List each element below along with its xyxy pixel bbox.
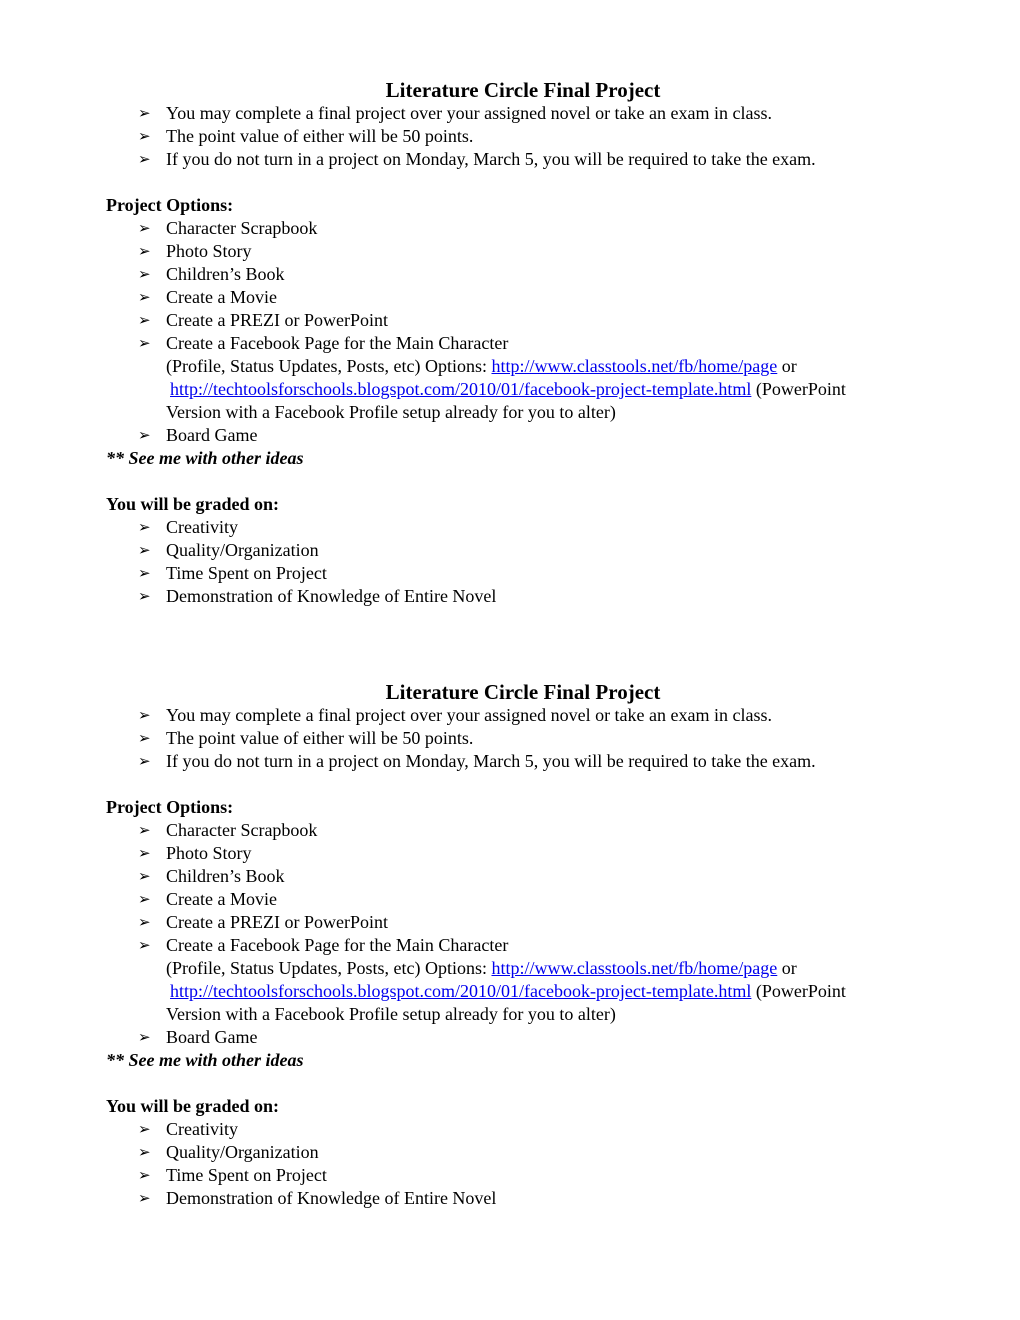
facebook-version-note: Version with a Facebook Profile setup already for you to alter) [166, 1004, 616, 1024]
arrow-bullet-icon: ➢ [138, 334, 151, 352]
list-item: ➢ Demonstration of Knowledge of Entire Novel [138, 586, 497, 606]
arrow-bullet-icon: ➢ [138, 426, 151, 444]
facebook-template-line: http://techtoolsforschools.blogspot.com/2010/01/facebook-project-template.html (PowerPoint [106, 378, 936, 401]
page-title: Literature Circle Final Project [385, 78, 661, 102]
list-item: ➢ Quality/Organization [138, 540, 319, 560]
list-item: ➢ The point value of either will be 50 points. [138, 126, 474, 146]
list-item: ➢ Board Game [138, 425, 258, 445]
project-section-2 [106, 680, 936, 1210]
other-ideas-note: ** See me with other ideas [106, 448, 304, 468]
list-item: ➢ Board Game [138, 1027, 258, 1047]
arrow-bullet-icon: ➢ [138, 242, 151, 260]
options-list-end [106, 424, 936, 447]
graded-heading: You will be graded on: [106, 1096, 280, 1116]
options-list [106, 819, 936, 957]
page-title: Literature Circle Final Project [385, 680, 661, 704]
graded-heading: You will be graded on: [106, 494, 280, 514]
arrow-bullet-icon: ➢ [138, 1143, 151, 1161]
arrow-bullet-icon: ➢ [138, 1028, 151, 1046]
list-item: ➢ If you do not turn in a project on Monday, March 5, you will be required to take the exam. [138, 149, 816, 169]
arrow-bullet-icon: ➢ [138, 219, 151, 237]
list-item: ➢ Create a Movie [138, 889, 277, 909]
list-item: ➢ Quality/Organization [138, 1142, 319, 1162]
intro-list [106, 704, 936, 773]
list-item: ➢ The point value of either will be 50 points. [138, 728, 474, 748]
classtools-link[interactable]: http://www.classtools.net/fb/home/page [491, 958, 778, 978]
arrow-bullet-icon: ➢ [138, 752, 151, 770]
arrow-bullet-icon: ➢ [138, 821, 151, 839]
arrow-bullet-icon: ➢ [138, 729, 151, 747]
techtools-link[interactable]: http://techtoolsforschools.blogspot.com/2010/01/facebook-project-template.html [170, 981, 752, 1001]
facebook-template-line: http://techtoolsforschools.blogspot.com/2010/01/facebook-project-template.html (PowerPoint [106, 980, 936, 1003]
arrow-bullet-icon: ➢ [138, 936, 151, 954]
list-item: ➢ Creativity [138, 517, 238, 537]
arrow-bullet-icon: ➢ [138, 265, 151, 283]
options-list-end [106, 1026, 936, 1049]
intro-list [106, 102, 936, 171]
arrow-bullet-icon: ➢ [138, 1189, 151, 1207]
arrow-bullet-icon: ➢ [138, 867, 151, 885]
arrow-bullet-icon: ➢ [138, 311, 151, 329]
arrow-bullet-icon: ➢ [138, 518, 151, 536]
facebook-version-note: Version with a Facebook Profile setup already for you to alter) [166, 402, 616, 422]
classtools-link[interactable]: http://www.classtools.net/fb/home/page [491, 356, 778, 376]
arrow-bullet-icon: ➢ [138, 706, 151, 724]
arrow-bullet-icon: ➢ [138, 844, 151, 862]
facebook-options-line: (Profile, Status Updates, Posts, etc) Options: http://www.classtools.net/fb/home/page or [166, 356, 797, 376]
list-item: ➢ Create a PREZI or PowerPoint [138, 310, 388, 330]
list-item: ➢ Children’s Book [138, 866, 285, 886]
arrow-bullet-icon: ➢ [138, 913, 151, 931]
list-item: ➢ Create a Facebook Page for the Main Character [138, 935, 509, 955]
arrow-bullet-icon: ➢ [138, 564, 151, 582]
arrow-bullet-icon: ➢ [138, 587, 151, 605]
arrow-bullet-icon: ➢ [138, 1120, 151, 1138]
list-item: ➢ Creativity [138, 1119, 238, 1139]
project-section-1 [106, 78, 936, 608]
arrow-bullet-icon: ➢ [138, 150, 151, 168]
list-item: ➢ Create a Facebook Page for the Main Character [138, 333, 509, 353]
facebook-options-line: (Profile, Status Updates, Posts, etc) Options: http://www.classtools.net/fb/home/page or [166, 958, 797, 978]
list-item: ➢ Create a Movie [138, 287, 277, 307]
list-item: ➢ You may complete a final project over your assigned novel or take an exam in class. [138, 705, 772, 725]
list-item: ➢ Demonstration of Knowledge of Entire Novel [138, 1188, 497, 1208]
list-item: ➢ If you do not turn in a project on Monday, March 5, you will be required to take the exam. [138, 751, 816, 771]
options-heading: Project Options: [106, 195, 234, 215]
list-item: ➢ Time Spent on Project [138, 1165, 327, 1185]
arrow-bullet-icon: ➢ [138, 288, 151, 306]
list-item: ➢ Time Spent on Project [138, 563, 327, 583]
techtools-link[interactable]: http://techtoolsforschools.blogspot.com/2010/01/facebook-project-template.html [170, 379, 752, 399]
options-list [106, 217, 936, 355]
list-item: ➢ Create a PREZI or PowerPoint [138, 912, 388, 932]
other-ideas-note: ** See me with other ideas [106, 1050, 304, 1070]
options-heading: Project Options: [106, 797, 234, 817]
graded-list [106, 1118, 936, 1210]
arrow-bullet-icon: ➢ [138, 127, 151, 145]
list-item: ➢ Character Scrapbook [138, 820, 318, 840]
arrow-bullet-icon: ➢ [138, 1166, 151, 1184]
list-item: ➢ Character Scrapbook [138, 218, 318, 238]
list-item: ➢ You may complete a final project over your assigned novel or take an exam in class. [138, 103, 772, 123]
graded-list [106, 516, 936, 608]
arrow-bullet-icon: ➢ [138, 104, 151, 122]
list-item: ➢ Photo Story [138, 241, 252, 261]
arrow-bullet-icon: ➢ [138, 541, 151, 559]
list-item: ➢ Children’s Book [138, 264, 285, 284]
arrow-bullet-icon: ➢ [138, 890, 151, 908]
list-item: ➢ Photo Story [138, 843, 252, 863]
